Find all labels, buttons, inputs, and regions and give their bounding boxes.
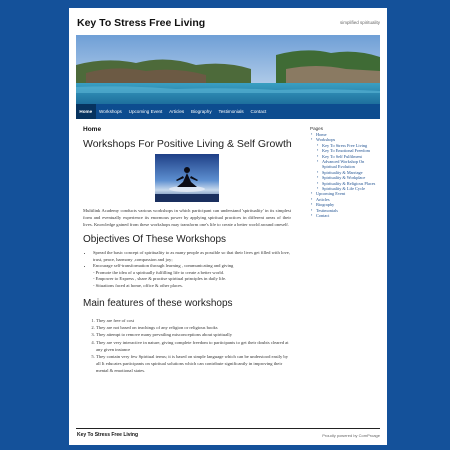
objective-subline: - Empower to Express , share & practise spiritual principles in daily life. — [93, 276, 227, 282]
features-heading: Main features of these workshops — [83, 297, 233, 309]
site-title[interactable]: Key To Stress Free Living — [77, 17, 206, 29]
sidebar-subitem[interactable]: ▪ Key To Self Fulfilment — [322, 154, 380, 159]
list-item: 3. They attempt to remove many prevailing misconceptions about spiritually — [96, 332, 291, 339]
footer-divider — [76, 428, 380, 429]
page-container — [69, 8, 387, 445]
nav-workshops[interactable]: Workshops — [98, 109, 122, 114]
list-item: 2. They are not based on teachings of any religion or religious books — [96, 325, 291, 332]
sidebar-item-contact[interactable]: ▪ Contact — [316, 213, 380, 218]
sidebar-subitem[interactable]: ▪ Spirituality & Religious Places — [322, 181, 380, 186]
nav-biography[interactable]: Biography — [190, 109, 212, 114]
sidebar-item-biography[interactable]: ▪ Biography — [316, 202, 380, 207]
objectives-list — [83, 250, 291, 270]
sidebar-subitem[interactable]: ▪ Spirituality & Workplace — [322, 175, 380, 180]
footer-credit[interactable]: Proudly powered by ComProage — [322, 433, 380, 438]
sidebar-item-testimonials[interactable]: ▪ Testimonials — [316, 208, 380, 213]
nav-upcoming-event[interactable]: Upcoming Event — [128, 109, 163, 114]
sidebar-item-upcoming-event[interactable]: ▪ Upcoming Event — [316, 191, 380, 196]
sidebar-subitem[interactable]: ▪ Key To Emotional Freedom — [322, 148, 380, 153]
objective-subline: - Promote the idea of a spiritually fulfilling life to create a better world. — [93, 269, 225, 275]
list-item: 5. They contain very few Spiritual terms; it is based on simple language which can be understood easily by all It educates participants on spiritual solutions which can contribute significantly in improving their mental & emotional states. — [96, 354, 291, 374]
sidebar-workshops-sublist — [316, 143, 380, 192]
nav-home[interactable]: Home — [76, 104, 96, 119]
header-banner-image — [76, 35, 380, 104]
list-item: 1. They are free of cost — [96, 318, 291, 325]
list-item: • Encourage self-transformation through learning , communicating and giving — [93, 263, 291, 270]
sidebar-subitem[interactable]: ▪ Advanced Workshop On Spiritual Evolution — [322, 159, 380, 170]
objective-subline: - Situations faced at home, office & other places. — [93, 282, 183, 288]
meditation-image — [155, 154, 219, 202]
sidebar-item-workshops — [316, 137, 380, 191]
sidebar — [310, 126, 380, 219]
page-breadcrumb: Home — [83, 126, 102, 133]
sidebar-pages-list — [310, 132, 380, 219]
main-navigation — [76, 104, 380, 119]
features-list — [83, 318, 291, 375]
sidebar-item-articles[interactable]: ▪ Articles — [316, 197, 380, 202]
main-content — [83, 126, 291, 375]
sidebar-subitem[interactable]: ▪ Spirituality & Life Cycle — [322, 186, 380, 191]
sidebar-item-workshops-link[interactable]: Workshops — [316, 137, 336, 143]
sidebar-item-home[interactable]: ▪ Home — [316, 132, 380, 137]
nav-articles[interactable]: Articles — [169, 109, 185, 114]
objectives-heading: Objectives Of These Workshops — [83, 234, 227, 245]
sidebar-title: Pages — [310, 126, 324, 131]
page-title: Workshops For Positive Living & Self Growth — [83, 138, 292, 150]
nav-testimonials[interactable]: Testimonials — [218, 109, 244, 114]
intro-paragraph: Multilink Academy conducts various workshops in which participant can understand 'spirituality' in its simplest form and eventually experience its enormous power by applying spiritual practices in different areas of their lives. Knowledge gained from these workshops may transform one's life to create a better world around oneself. — [83, 208, 291, 227]
list-item: • Spread the basic concept of spirituality to as many people as possible so that their lives get filled with love, trust, peace, harmony ,compassion and joy; — [93, 250, 291, 263]
footer-site-title[interactable]: Key To Stress Free Living — [77, 432, 139, 438]
site-tagline: simplified spirituality — [339, 20, 380, 25]
list-item: 4. They are very interactive in nature, giving complete freedom to participants to get their doubts cleared at any given instance — [96, 340, 291, 354]
sidebar-subitem[interactable]: ▪ Key To Stress Free Living — [322, 143, 380, 148]
sidebar-subitem[interactable]: ▪ Spirituality & Marriage — [322, 170, 380, 175]
nav-contact[interactable]: Contact — [250, 109, 267, 114]
